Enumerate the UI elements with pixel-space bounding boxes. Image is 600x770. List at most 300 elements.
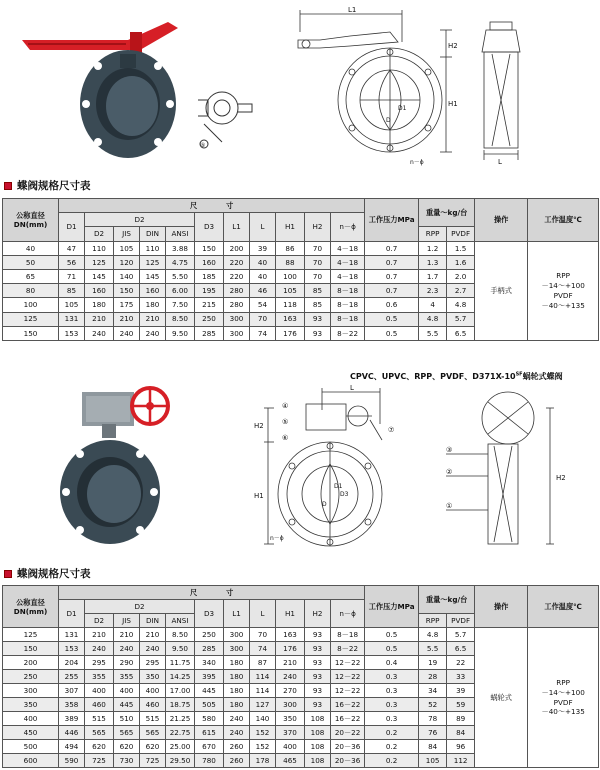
table-cell: 140 <box>114 269 140 283</box>
table-cell: 160 <box>195 255 224 269</box>
table-cell: 350 <box>140 670 166 684</box>
dim-h1-label: H1 <box>448 100 458 108</box>
table-cell: 105 <box>276 284 305 298</box>
table-cell: 565 <box>114 726 140 740</box>
table-cell: 0.5 <box>365 628 419 642</box>
table-cell: 195 <box>195 284 224 298</box>
table-cell: 780 <box>195 754 224 768</box>
table-cell: 52 <box>419 698 447 712</box>
table-cell: 150 <box>3 642 59 656</box>
table-cell: 725 <box>140 754 166 768</box>
table-cell: 4－18 <box>331 241 365 255</box>
table-cell: 0.4 <box>365 656 419 670</box>
table-cell: 400 <box>114 684 140 698</box>
table-cell: 96 <box>447 740 475 754</box>
table-cell: 16－22 <box>331 712 365 726</box>
callout-7: ⑦ <box>388 426 395 434</box>
table-cell: 180 <box>224 684 250 698</box>
table-cell: 1.3 <box>419 255 447 269</box>
table-cell: 200 <box>3 656 59 670</box>
table-cell: 0.2 <box>365 740 419 754</box>
table-cell: 28 <box>419 670 447 684</box>
table-cell: 355 <box>114 670 140 684</box>
dim-h2-side-label: H2 <box>556 474 566 482</box>
table-cell: 100 <box>276 269 305 283</box>
table-cell: 8.50 <box>166 628 195 642</box>
table-cell: 40 <box>250 269 276 283</box>
table-cell: 88 <box>276 255 305 269</box>
table-cell: 5.7 <box>447 312 475 326</box>
table-cell: 0.3 <box>365 712 419 726</box>
table-cell: 180 <box>85 298 114 312</box>
table-cell: 150 <box>114 284 140 298</box>
table-cell: 78 <box>419 712 447 726</box>
table-cell: 400 <box>3 712 59 726</box>
section2-caption: CPVC、UPVC、RPP、PVDF、$D371X-10^{SF}$蜗轮式蝶阀 <box>350 371 563 381</box>
header-d2-plain: D2 <box>85 614 114 628</box>
header-d3: D3 <box>195 213 224 241</box>
header-rpp: RPP <box>419 614 447 628</box>
table-cell: 4.8 <box>419 312 447 326</box>
table-cell: 270 <box>276 684 305 698</box>
header-l1: L1 <box>224 213 250 241</box>
temperature-rpp-range: －14～+100 <box>541 281 585 291</box>
table-cell: 460 <box>140 698 166 712</box>
table-cell: 8－18 <box>331 628 365 642</box>
table-cell: 340 <box>195 656 224 670</box>
table-cell: 108 <box>305 754 331 768</box>
table-cell: 16－22 <box>331 698 365 712</box>
callout-4: ④ <box>282 402 289 410</box>
header-h2: H2 <box>305 600 331 628</box>
table-cell: 46 <box>250 284 276 298</box>
table-cell: 240 <box>224 712 250 726</box>
table-cell: 0.3 <box>365 670 419 684</box>
table-cell: 515 <box>85 712 114 726</box>
header-dn: 公称直径DN(mm) <box>3 199 59 242</box>
table-cell: 152 <box>250 726 276 740</box>
table-cell: 4 <box>419 298 447 312</box>
table-cell: 370 <box>276 726 305 740</box>
table-cell: 185 <box>195 269 224 283</box>
table-cell: 163 <box>276 312 305 326</box>
header-dimensions: 尺 寸 <box>59 199 365 213</box>
table-cell: 260 <box>224 740 250 754</box>
temperature-rpp-range: －14～+100 <box>541 687 585 697</box>
header-jis: JIS <box>114 227 140 241</box>
table-cell: 300 <box>3 684 59 698</box>
table-cell: 93 <box>305 312 331 326</box>
dim-d1-label-2: D1 <box>334 483 343 490</box>
header-ansi: ANSI <box>166 227 195 241</box>
table-cell: 0.3 <box>365 698 419 712</box>
table-cell: 494 <box>59 740 85 754</box>
table-cell: 152 <box>250 740 276 754</box>
table-cell: 600 <box>3 754 59 768</box>
table-cell: 7.50 <box>166 298 195 312</box>
dim-d3-label-2: D3 <box>340 491 349 498</box>
table-cell: 131 <box>59 312 85 326</box>
table-cell: 400 <box>140 684 166 698</box>
table-cell: 445 <box>195 684 224 698</box>
table-cell: 21.25 <box>166 712 195 726</box>
table-cell: 5.5 <box>419 642 447 656</box>
worm-gear-valve-drawing <box>250 384 595 554</box>
header-d2: D2 <box>85 600 195 614</box>
header-n-phi: n－ϕ <box>331 600 365 628</box>
table-cell: 176 <box>276 326 305 340</box>
header-din: DIN <box>140 614 166 628</box>
dim-l-label-2: L <box>350 384 354 392</box>
table-cell: 14.25 <box>166 670 195 684</box>
callout-5: ⑤ <box>282 418 289 426</box>
table-cell: 215 <box>195 298 224 312</box>
table-cell: 460 <box>85 698 114 712</box>
header-pvdf: PVDF <box>447 614 475 628</box>
dim-l1-label: L1 <box>348 6 357 14</box>
table-cell: 20－22 <box>331 726 365 740</box>
operation-cell: 蜗轮式 <box>475 628 528 768</box>
table-cell: 180 <box>224 698 250 712</box>
table-cell: 450 <box>3 726 59 740</box>
table-cell: 175 <box>114 298 140 312</box>
dim-h2-label: H2 <box>448 42 458 50</box>
operation-cell: 手柄式 <box>475 241 528 340</box>
table-cell: 285 <box>195 642 224 656</box>
table-cell: 5.50 <box>166 269 195 283</box>
header-d2-plain: D2 <box>85 227 114 241</box>
table-cell: 118 <box>276 298 305 312</box>
table-cell: 307 <box>59 684 85 698</box>
table-cell: 180 <box>224 670 250 684</box>
table-cell: 178 <box>250 754 276 768</box>
temperature-pvdf-label: PVDF <box>553 290 573 300</box>
dim-h2-label-2: H2 <box>254 422 264 430</box>
table-cell: 1.6 <box>447 255 475 269</box>
table-cell: 8－18 <box>331 298 365 312</box>
table-cell: 70 <box>250 312 276 326</box>
table-cell: 8－22 <box>331 642 365 656</box>
header-d2: D2 <box>85 213 195 227</box>
table-cell: 0.6 <box>365 298 419 312</box>
table-cell: 210 <box>114 628 140 642</box>
table-cell: 34 <box>419 684 447 698</box>
table-cell: 150 <box>195 241 224 255</box>
table-cell: 33 <box>447 670 475 684</box>
temperature-cell <box>528 241 599 340</box>
table-cell: 6.5 <box>447 326 475 340</box>
table-cell: 446 <box>59 726 85 740</box>
table-cell: 400 <box>85 684 114 698</box>
temperature-cell <box>528 628 599 768</box>
table-cell: 300 <box>224 628 250 642</box>
table-cell: 210 <box>140 628 166 642</box>
table-cell: 670 <box>195 740 224 754</box>
table-cell: 0.5 <box>365 312 419 326</box>
table-cell: 210 <box>85 312 114 326</box>
table-cell: 4.75 <box>166 255 195 269</box>
table-cell: 725 <box>85 754 114 768</box>
temperature-rpp-label: RPP <box>556 678 570 688</box>
table-cell: 17.00 <box>166 684 195 698</box>
table-cell: 0.3 <box>365 684 419 698</box>
table-cell: 93 <box>305 656 331 670</box>
table-cell: 19 <box>419 656 447 670</box>
table-cell: 445 <box>114 698 140 712</box>
temperature-rpp-label: RPP <box>556 271 570 281</box>
table-cell: 240 <box>224 726 250 740</box>
table-cell: 615 <box>195 726 224 740</box>
table-cell: 515 <box>140 712 166 726</box>
table-cell: 590 <box>59 754 85 768</box>
table-cell: 285 <box>195 326 224 340</box>
table-cell: 280 <box>224 298 250 312</box>
table-cell: 108 <box>305 712 331 726</box>
header-h1: H1 <box>276 213 305 241</box>
table-cell: 25.00 <box>166 740 195 754</box>
table-cell: 70 <box>305 255 331 269</box>
table-cell: 4.8 <box>447 298 475 312</box>
table-cell: 110 <box>140 241 166 255</box>
dim-n-phi-label: n－ϕ <box>410 159 424 166</box>
table-cell: 131 <box>59 628 85 642</box>
table-cell: 160 <box>140 284 166 298</box>
table-cell: 40 <box>3 241 59 255</box>
table-cell: 86 <box>276 241 305 255</box>
spec-table-1 <box>2 198 599 341</box>
table-cell: 5.7 <box>447 628 475 642</box>
table-cell: 74 <box>250 326 276 340</box>
table-cell: 210 <box>85 628 114 642</box>
table-cell: 6.5 <box>447 642 475 656</box>
table-cell: 300 <box>276 698 305 712</box>
table-cell: 730 <box>114 754 140 768</box>
table-cell: 565 <box>85 726 114 740</box>
table-cell: 18.75 <box>166 698 195 712</box>
table-cell: 210 <box>140 312 166 326</box>
header-n-phi: n－ϕ <box>331 213 365 241</box>
temperature-pvdf-label: PVDF <box>553 697 573 707</box>
table-cell: 240 <box>140 326 166 340</box>
dim-d1-label: D1 <box>398 105 407 112</box>
dim-d-label: D <box>386 117 391 124</box>
table-cell: 105 <box>59 298 85 312</box>
temperature-pvdf-range: －40～+135 <box>541 707 585 717</box>
header-h2: H2 <box>305 213 331 241</box>
table-cell: 8－22 <box>331 326 365 340</box>
header-jis: JIS <box>114 614 140 628</box>
table-cell: 200 <box>224 241 250 255</box>
table-cell: 11.75 <box>166 656 195 670</box>
table-cell: 89 <box>447 712 475 726</box>
table-row <box>3 628 599 642</box>
table-cell: 105 <box>419 754 447 768</box>
temperature-pvdf-range: －40～+135 <box>541 300 585 310</box>
table-cell: 153 <box>59 326 85 340</box>
table-cell: 39 <box>250 241 276 255</box>
table-cell: 93 <box>305 670 331 684</box>
table-cell: 70 <box>305 269 331 283</box>
table-cell: 465 <box>276 754 305 768</box>
table-cell: 1.5 <box>447 241 475 255</box>
table-cell: 71 <box>59 269 85 283</box>
table-cell: 620 <box>140 740 166 754</box>
table-cell: 5.5 <box>419 326 447 340</box>
table-cell: 240 <box>276 670 305 684</box>
table-cell: 93 <box>305 698 331 712</box>
header-d3: D3 <box>195 600 224 628</box>
table-cell: 108 <box>305 740 331 754</box>
table-cell: 22.75 <box>166 726 195 740</box>
table-cell: 240 <box>85 642 114 656</box>
header-row <box>3 199 599 213</box>
table-cell: 4－18 <box>331 269 365 283</box>
table-cell: 9.50 <box>166 642 195 656</box>
header-operation: 操作 <box>475 199 528 242</box>
table-cell: 2.3 <box>419 284 447 298</box>
table-cell: 250 <box>195 312 224 326</box>
table-cell: 12－22 <box>331 656 365 670</box>
table-cell: 280 <box>224 284 250 298</box>
table-cell: 295 <box>85 656 114 670</box>
table-cell: 395 <box>195 670 224 684</box>
table-cell: 240 <box>140 642 166 656</box>
spec-table-2 <box>2 585 599 768</box>
table-cell: 70 <box>305 241 331 255</box>
header-l: L <box>250 213 276 241</box>
table-cell: 65 <box>3 269 59 283</box>
table-cell: 85 <box>59 284 85 298</box>
table-cell: 580 <box>195 712 224 726</box>
table-cell: 620 <box>85 740 114 754</box>
table-cell: 2.7 <box>447 284 475 298</box>
table-cell: 300 <box>224 642 250 656</box>
callout-6: ⑥ <box>282 434 289 442</box>
table-cell: 4.8 <box>419 628 447 642</box>
header-rpp: RPP <box>419 227 447 241</box>
table-cell: 153 <box>59 642 85 656</box>
table-cell: 0.2 <box>365 726 419 740</box>
table-cell: 8.50 <box>166 312 195 326</box>
table-cell: 358 <box>59 698 85 712</box>
table-cell: 0.7 <box>365 269 419 283</box>
table-cell: 20－36 <box>331 754 365 768</box>
header-pvdf: PVDF <box>447 227 475 241</box>
table-cell: 54 <box>250 298 276 312</box>
table-cell: 240 <box>85 326 114 340</box>
table-cell: 0.7 <box>365 255 419 269</box>
table-cell: 93 <box>305 326 331 340</box>
table-cell: 12－22 <box>331 684 365 698</box>
table-cell: 220 <box>224 255 250 269</box>
table-cell: 8－18 <box>331 284 365 298</box>
callout-1: ① <box>446 502 453 510</box>
table-cell: 29.50 <box>166 754 195 768</box>
table-cell: 125 <box>85 255 114 269</box>
header-row <box>3 586 599 600</box>
table-cell: 250 <box>3 670 59 684</box>
table-cell: 505 <box>195 698 224 712</box>
table-cell: 84 <box>419 740 447 754</box>
header-pressure: 工作压力MPa <box>365 199 419 242</box>
header-l: L <box>250 600 276 628</box>
table-cell: 74 <box>250 642 276 656</box>
table-cell: 250 <box>195 628 224 642</box>
table-cell: 290 <box>114 656 140 670</box>
table-cell: 204 <box>59 656 85 670</box>
table-cell: 125 <box>3 312 59 326</box>
header-l1: L1 <box>224 600 250 628</box>
table-cell: 108 <box>305 726 331 740</box>
table-cell: 160 <box>85 284 114 298</box>
table-cell: 210 <box>114 312 140 326</box>
table-cell: 210 <box>276 656 305 670</box>
table-cell: 12－22 <box>331 670 365 684</box>
table-cell: 80 <box>3 284 59 298</box>
table-cell: 220 <box>224 269 250 283</box>
table-cell: 84 <box>447 726 475 740</box>
table-cell: 180 <box>224 656 250 670</box>
header-dimensions: 尺 寸 <box>59 586 365 600</box>
table-cell: 300 <box>224 326 250 340</box>
table-cell: 59 <box>447 698 475 712</box>
table-cell: 125 <box>140 255 166 269</box>
dim-l-label: L <box>498 158 502 166</box>
table-cell: 240 <box>114 326 140 340</box>
table-cell: 22 <box>447 656 475 670</box>
table-cell: 76 <box>419 726 447 740</box>
table-cell: 105 <box>114 241 140 255</box>
table-cell: 620 <box>114 740 140 754</box>
table-cell: 260 <box>224 754 250 768</box>
header-d1: D1 <box>59 600 85 628</box>
table-cell: 114 <box>250 684 276 698</box>
callout-2: ② <box>446 468 453 476</box>
table-cell: 240 <box>114 642 140 656</box>
table-cell: 100 <box>3 298 59 312</box>
table-cell: 350 <box>3 698 59 712</box>
table-cell: 0.5 <box>365 642 419 656</box>
table-cell: 140 <box>250 712 276 726</box>
table-cell: 120 <box>114 255 140 269</box>
header-dn: 公称直径DN(mm) <box>3 586 59 628</box>
table-cell: 163 <box>276 628 305 642</box>
table-cell: 0.7 <box>365 284 419 298</box>
table-cell: 8－18 <box>331 312 365 326</box>
table-cell: 4－18 <box>331 255 365 269</box>
table-cell: 85 <box>305 298 331 312</box>
table-cell: 56 <box>59 255 85 269</box>
table-row <box>3 241 599 255</box>
table-cell: 180 <box>140 298 166 312</box>
table-cell: 6.00 <box>166 284 195 298</box>
table-cell: 93 <box>305 684 331 698</box>
table-cell: 93 <box>305 628 331 642</box>
detail-callout: ⑧ <box>200 142 206 149</box>
section2-title: 蝶阀规格尺寸表 <box>4 566 91 581</box>
header-weight: 重量～kg/台 <box>419 199 475 227</box>
table-cell: 300 <box>224 312 250 326</box>
table-cell: 40 <box>250 255 276 269</box>
header-pressure: 工作压力MPa <box>365 586 419 628</box>
table-cell: 0.5 <box>365 326 419 340</box>
table-cell: 47 <box>59 241 85 255</box>
table-cell: 389 <box>59 712 85 726</box>
table-cell: 1.2 <box>419 241 447 255</box>
table-cell: 176 <box>276 642 305 656</box>
header-din: DIN <box>140 227 166 241</box>
table-cell: 0.7 <box>365 241 419 255</box>
